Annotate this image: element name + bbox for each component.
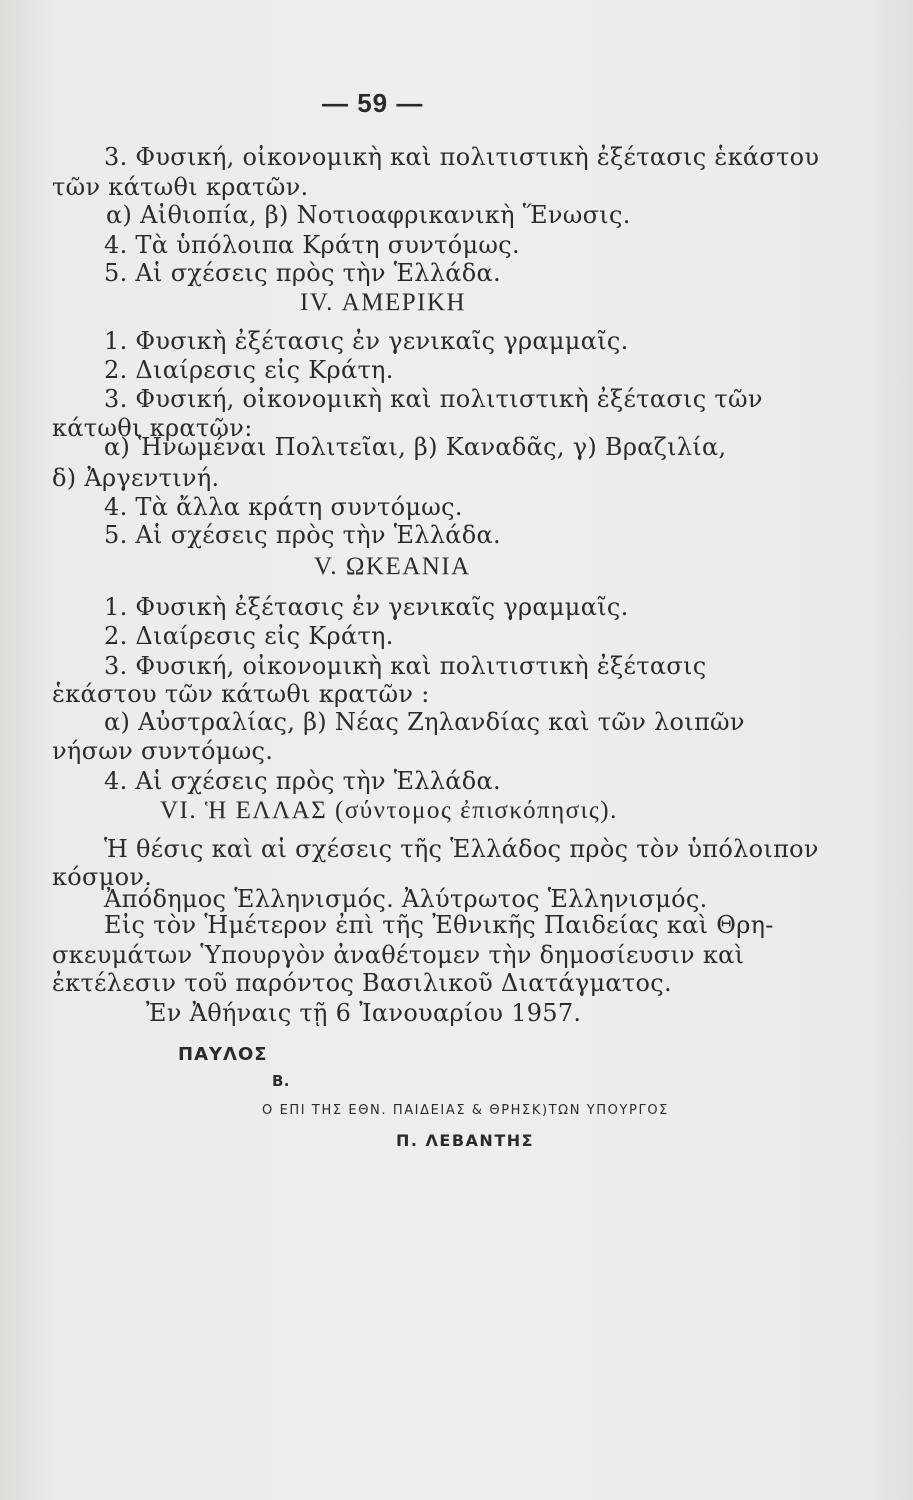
text-line: σκευμάτων Ὑπουργὸν ἀναθέτομεν τὴν δημοσίευσιν καὶ	[52, 941, 745, 969]
text-line: νήσων συντόμως.	[52, 737, 274, 765]
minister-name: Π. ΛΕΒΑΝΤΗΣ	[396, 1131, 535, 1150]
text-line: 4. Αἱ σχέσεις πρὸς τὴν Ἑλλάδα.	[104, 767, 501, 795]
text-line: 1. Φυσικὴ ἐξέτασις ἐν γενικαῖς γραμμαῖς.	[104, 593, 629, 621]
text-line: ἑκάστου τῶν κάτωθι κρατῶν :	[52, 680, 430, 708]
text-line: 2. Διαίρεσις εἰς Κράτη.	[104, 356, 394, 384]
text-line: 2. Διαίρεσις εἰς Κράτη.	[104, 622, 394, 650]
text-line: 3. Φυσική, οἰκονομικὴ καὶ πολιτιστικὴ ἐξέτασις ἑκάστου	[104, 143, 820, 171]
text-line: 4. Τὰ ἄλλα κράτη συντόμως.	[104, 493, 463, 521]
text-line: 4. Τὰ ὑπόλοιπα Κράτη συντόμως.	[104, 231, 520, 259]
text-line: δ) Ἀργεντινή.	[52, 464, 220, 492]
text-line: 5. Αἱ σχέσεις πρὸς τὴν Ἑλλάδα.	[104, 521, 501, 549]
date-line: Ἐν Ἀθήναις τῇ 6 Ἰανουαρίου 1957.	[146, 999, 582, 1027]
signature-name: ΠΑΥΛΟΣ	[178, 1044, 268, 1065]
section-heading: IV. ΑΜΕΡΙΚΗ	[300, 289, 467, 316]
text-line: κόσμον.	[52, 863, 153, 891]
text-line: Ἡ θέσις καὶ αἱ σχέσεις τῆς Ἑλλάδος πρὸς τὸν ὑπόλοιπον	[104, 835, 819, 863]
section-heading: V. ΩΚΕΑΝΙΑ	[314, 553, 471, 580]
page-number: — 59 —	[322, 88, 424, 118]
signature-initial: Β.	[272, 1072, 290, 1090]
text-line: 3. Φυσική, οἰκονομικὴ καὶ πολιτιστικὴ ἐξέτασις τῶν	[104, 385, 763, 413]
text-line: 1. Φυσικὴ ἐξέτασις ἐν γενικαῖς γραμμαῖς.	[104, 327, 629, 355]
text-line: Εἰς τὸν Ἡμέτερον ἐπὶ τῆς Ἐθνικῆς Παιδείας καὶ Θρη-	[104, 911, 774, 939]
text-line: κάτωθι κρατῶν:	[52, 414, 253, 442]
section-heading: VI. Ἡ ΕΛΛΑΣ (σύντομος ἐπισκόπησις).	[160, 797, 618, 824]
minister-title: Ο ΕΠΙ ΤΗΣ ΕΘΝ. ΠΑΙΔΕΙΑΣ & ΘΡΗΣΚ)ΤΩΝ ΥΠΟΥΡΓΟΣ	[262, 1103, 669, 1118]
text-line: 5. Αἱ σχέσεις πρὸς τὴν Ἑλλάδα.	[104, 259, 501, 287]
text-line: α) Ἡνωμέναι Πολιτεῖαι, β) Καναδᾶς, γ) Βραζιλία,	[104, 433, 727, 461]
text-line: 3. Φυσική, οἰκονομικὴ καὶ πολιτιστικὴ ἐξέτασις	[104, 652, 707, 680]
text-line: Ἀπόδημος Ἑλληνισμός. Ἀλύτρωτος Ἑλληνισμός.	[104, 885, 708, 913]
text-line: α) Αὐστραλίας, β) Νέας Ζηλανδίας καὶ τῶν λοιπῶν	[104, 708, 745, 736]
text-line: ἐκτέλεσιν τοῦ παρόντος Βασιλικοῦ Διατάγματος.	[52, 969, 672, 997]
text-line: τῶν κάτωθι κρατῶν.	[52, 173, 309, 201]
text-line: α) Αἰθιοπία, β) Νοτιοαφρικανικὴ Ἕνωσις.	[106, 201, 631, 229]
